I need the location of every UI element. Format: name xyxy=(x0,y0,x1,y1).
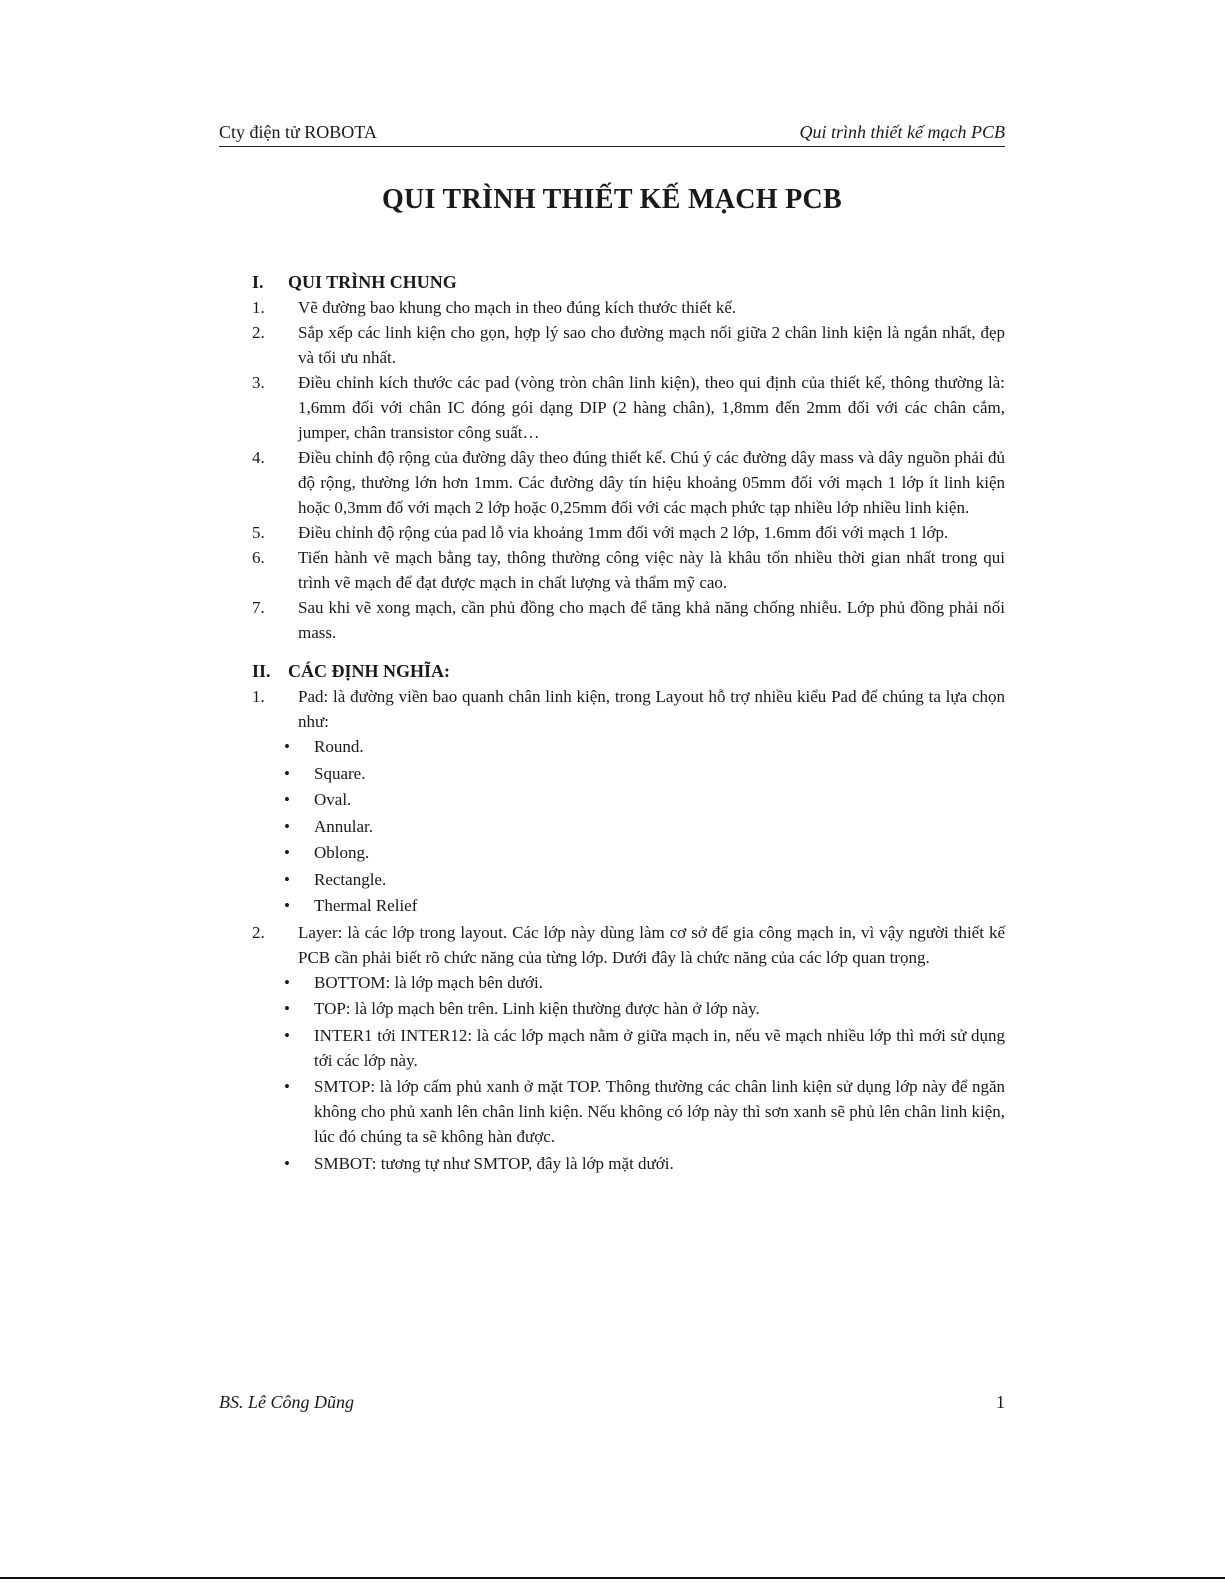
pad-type-list xyxy=(252,734,1005,918)
document-title: QUI TRÌNH THIẾT KẾ MẠCH PCB xyxy=(381,184,843,215)
page-footer xyxy=(219,1392,1005,1416)
list-item: • TOP: là lớp mạch bên trên. Linh kiện thường được hàn ở lớp này. xyxy=(252,996,1005,1021)
section-number: I. xyxy=(252,272,264,292)
item-number: 1. xyxy=(252,298,265,317)
header-company: Cty điện tử ROBOTA xyxy=(219,122,377,142)
list-item: • INTER1 tới INTER12: là các lớp mạch nằm ở giữa mạch in, nếu vẽ mạch nhiều lớp thì mới sử dụng tới các lớp này. xyxy=(252,1023,1005,1073)
bullet-icon: • xyxy=(284,816,290,836)
list-item: • Round. xyxy=(252,734,1005,759)
list-item xyxy=(252,684,1005,734)
list-item: • Thermal Relief xyxy=(252,893,1005,918)
item-text: Vẽ đường bao khung cho mạch in theo đúng kích thước thiết kế. xyxy=(298,298,737,317)
item-number: 1. xyxy=(252,687,265,706)
bullet-icon: • xyxy=(284,999,290,1018)
list-item xyxy=(252,295,1005,320)
footer-author: BS. Lê Công Dũng xyxy=(219,1392,354,1412)
bullet-icon: • xyxy=(284,763,290,783)
bullet-icon: • xyxy=(284,1153,290,1173)
bullet-icon: • xyxy=(284,972,290,992)
bullet-icon: • xyxy=(284,1077,290,1096)
list-item: • Oblong. xyxy=(252,840,1005,865)
list-item xyxy=(252,595,1005,645)
item-number: 4. xyxy=(252,448,265,467)
page-header xyxy=(219,120,1005,147)
item-text: Sắp xếp các linh kiện cho gọn, hợp lý sao cho đường mạch nối giữa 2 chân linh kiện là ngắn nhất, đẹp và tối ưu nhất. xyxy=(298,323,1005,367)
list-item xyxy=(252,320,1005,370)
section-2-heading xyxy=(252,659,1005,684)
item-text: Layer: là các lớp trong layout. Các lớp này dùng làm cơ sở để gia công mạch in, vì vậy người thiết kế PCB cần phải biết rõ chức năng của từng lớp. Dưới đây là chức năng của các lớp quan trọng. xyxy=(298,922,1005,967)
bullet-icon: • xyxy=(284,1025,290,1045)
section-title: QUI TRÌNH CHUNG xyxy=(288,272,457,292)
item-text: Điều chỉnh độ rộng của pad lỗ via khoảng 1mm đối với mạch 2 lớp, 1.6mm đối với mạch 1 lớp. xyxy=(298,523,949,542)
header-doc-title: Qui trình thiết kế mạch PCB xyxy=(799,122,1005,142)
list-item xyxy=(252,545,1005,595)
list-item: • SMTOP: là lớp cấm phủ xanh ở mặt TOP. Thông thường các chân linh kiện sử dụng lớp này để ngăn không cho phủ xanh lên chân linh kiện. Nếu không có lớp này thì sơn xanh sẽ phủ lên chân linh kiện, lúc đó chúng ta sẽ không hàn được. xyxy=(252,1074,1005,1149)
item-text: Pad: là đường viền bao quanh chân linh kiện, trong Layout hỗ trợ nhiều kiểu Pad để chúng ta lựa chọn như: xyxy=(298,687,1005,731)
page-number: 1 xyxy=(996,1392,1005,1412)
list-item xyxy=(252,520,1005,545)
list-item: • BOTTOM: là lớp mạch bên dưới. xyxy=(252,970,1005,995)
section-title: CÁC ĐỊNH NGHĨA: xyxy=(288,661,450,681)
item-number: 3. xyxy=(252,373,265,392)
bullet-icon: • xyxy=(284,790,290,809)
bullet-icon: • xyxy=(284,843,290,862)
item-text: Điều chỉnh độ rộng của đường dây theo đúng thiết kế. Chú ý các đường dây mass và dây nguồn phải đủ độ rộng, thường lớn hơn 1mm. Các đường dây tín hiệu khoảng 05mm đối với mạch 1 lớp ít linh kiện hoặc 0,3mm đố với mạch 2 lớp hoặc 0,25mm đối với các mạch phức tạp nhiều lớp nhiều linh kiện. xyxy=(298,448,1005,517)
item-text: Tiến hành vẽ mạch bằng tay, thông thường công việc này là khâu tốn nhiều thời gian nhất trong qui trình vẽ mạch để đạt được mạch in chất lượng và thẩm mỹ cao. xyxy=(298,548,1005,592)
list-item xyxy=(252,370,1005,445)
document-body xyxy=(252,270,1005,1177)
list-item: • Oval. xyxy=(252,787,1005,812)
list-item xyxy=(252,920,1005,970)
item-text: Sau khi vẽ xong mạch, cần phủ đồng cho mạch để tăng khả năng chống nhiễu. Lớp phủ đồng phải nối mass. xyxy=(298,598,1005,642)
item-number: 2. xyxy=(252,323,265,342)
item-number: 2. xyxy=(252,922,265,942)
bottom-rule xyxy=(0,1577,1225,1579)
section-1-heading xyxy=(252,270,1005,295)
layer-list xyxy=(252,970,1005,1176)
bullet-icon: • xyxy=(284,896,290,915)
bullet-icon: • xyxy=(284,869,290,889)
list-item xyxy=(252,445,1005,520)
list-item: • Annular. xyxy=(252,814,1005,839)
list-item: • Rectangle. xyxy=(252,867,1005,892)
item-number: 7. xyxy=(252,598,265,617)
section-number: II. xyxy=(252,661,271,681)
list-item: • Square. xyxy=(252,761,1005,786)
item-number: 6. xyxy=(252,548,265,567)
list-item: • SMBOT: tương tự như SMTOP, đây là lớp mặt dưới. xyxy=(252,1151,1005,1176)
bullet-icon: • xyxy=(284,737,290,756)
item-number: 5. xyxy=(252,523,265,542)
item-text: Điều chỉnh kích thước các pad (vòng tròn chân linh kiện), theo qui định của thiết kế, thông thường là: 1,6mm đối với chân IC đóng gói dạng DIP (2 hàng chân), 1,8mm đến 2mm đối với các chân cắm, jumper, chân transistor công suất… xyxy=(298,373,1005,442)
